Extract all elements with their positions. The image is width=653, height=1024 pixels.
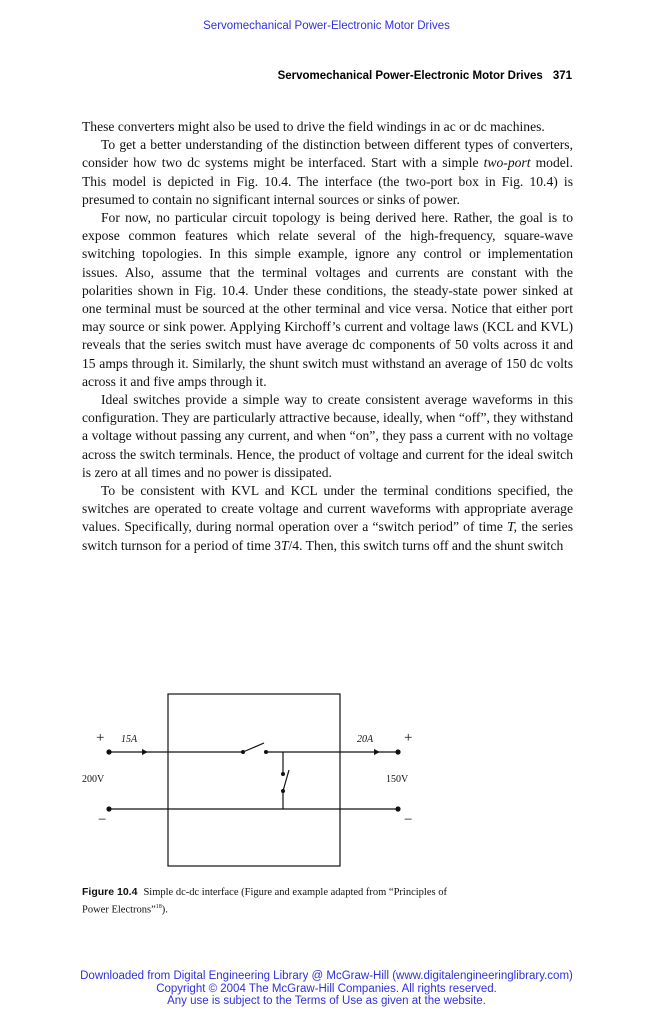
- caption-superscript: 18: [155, 904, 162, 910]
- right-minus-sign: −: [404, 812, 413, 828]
- figure-caption: [82, 885, 462, 918]
- terminal-right-top: [395, 749, 400, 754]
- paragraph-3: For now, no particular circuit topology is being derived here. Rather, the goal is to expose common features which relate several of the high-frequency, square-wave switching topologies. In this simple example, ignore any control or implementation issues. Also, assume that the terminal voltages and currents are constant with the polarities shown in Fig. 10.4. Under these conditions, the steady-state power sinked at one terminal must be sourced at the other terminal and vice versa. Notice that either port may source or sink power. Applying Kirchoff’s current and voltage laws (KCL and KVL) reveals that the series switch must have average dc components of 50 volts across it and 15 amps through it. Similarly, the shunt switch must withstand an average of 150 dc volts across it and five amps through it.: [82, 210, 573, 389]
- caption-figure-number: Figure 10.4: [82, 886, 138, 898]
- footer-line-2: Copyright © 2004 The McGraw-Hill Companies. All rights reserved.: [156, 982, 497, 995]
- figure-two-port-circuit: [82, 690, 442, 870]
- paragraph-5-part-b: the series switch turnson for a period of time 3: [82, 519, 573, 553]
- paragraph-1: These converters might also be used to drive the field windings in ac or dc machines.: [82, 119, 545, 134]
- left-plus-sign: +: [96, 730, 105, 746]
- left-current-arrow: [142, 749, 148, 755]
- paragraph-5-part-a: To be consistent with KVL and KCL under the terminal conditions specified, the switches are operated to create voltage and current waveforms with appropriate average values. Specifically, during normal operation over a “switch period” of time: [82, 483, 573, 535]
- paragraph-4: Ideal switches provide a simple way to create consistent average waveforms in this configuration. They are particularly attractive because, ideally, when “off”, they withstand a voltage without passing any current, and when “on”, they pass a current with no voltage across the switch terminals. Hence, the product of voltage and current for the ideal switch is zero at all times and no power is dissipated.: [82, 392, 573, 480]
- terminal-left-top: [106, 749, 111, 754]
- caption-end: ).: [161, 904, 168, 916]
- page-number: 371: [552, 70, 572, 82]
- left-current-label: 15A: [121, 734, 138, 745]
- two-port-box: [168, 694, 340, 866]
- right-plus-sign: +: [404, 730, 413, 746]
- right-voltage-label: 150V: [386, 774, 409, 785]
- download-footer: [0, 970, 653, 1008]
- caption-text: Simple dc-dc interface (Figure and example adapted from “Principles of Power Electrons”: [82, 887, 447, 916]
- paragraph-2-italic: two-port: [483, 155, 531, 171]
- right-current-label: 20A: [357, 734, 374, 745]
- paragraph-5-italic-t2: T: [280, 537, 289, 553]
- right-current-arrow: [374, 749, 380, 755]
- paragraph-5: [82, 482, 573, 555]
- top-watermark: Servomechanical Power-Electronic Motor Drives: [203, 20, 450, 32]
- left-voltage-label: 200V: [82, 774, 105, 785]
- footer-line-1[interactable]: Downloaded from Digital Engineering Library @ McGraw-Hill (www.digitalengineeringlibrary.com): [80, 970, 573, 982]
- running-head: [82, 70, 572, 82]
- terminal-left-bottom: [106, 806, 111, 811]
- header-title: Servomechanical Power-Electronic Motor Drives: [277, 70, 543, 82]
- paragraph-2: [82, 136, 573, 209]
- footer-line-3: Any use is subject to the Terms of Use as given at the website.: [167, 995, 486, 1007]
- body-text: [82, 118, 573, 555]
- series-switch-blade: [243, 743, 264, 752]
- paragraph-2-part-a: To get a better understanding of the distinction between different types of converters, consider how two dc systems might be interfaced. Start with a simple: [82, 137, 573, 171]
- shunt-switch-contact-top: [281, 772, 285, 776]
- terminal-right-bottom: [395, 806, 400, 811]
- left-minus-sign: −: [98, 812, 107, 828]
- paragraph-5-italic-t: T,: [507, 519, 518, 535]
- paragraph-2-part-b: model. This model is depicted in Fig. 10.4. The interface (the two-port box in Fig. 10.4) is presumed to contain no significant internal sources or sinks of power.: [82, 155, 573, 207]
- paragraph-5-part-c: /4. Then, this switch turns off and the shunt switch: [288, 537, 564, 553]
